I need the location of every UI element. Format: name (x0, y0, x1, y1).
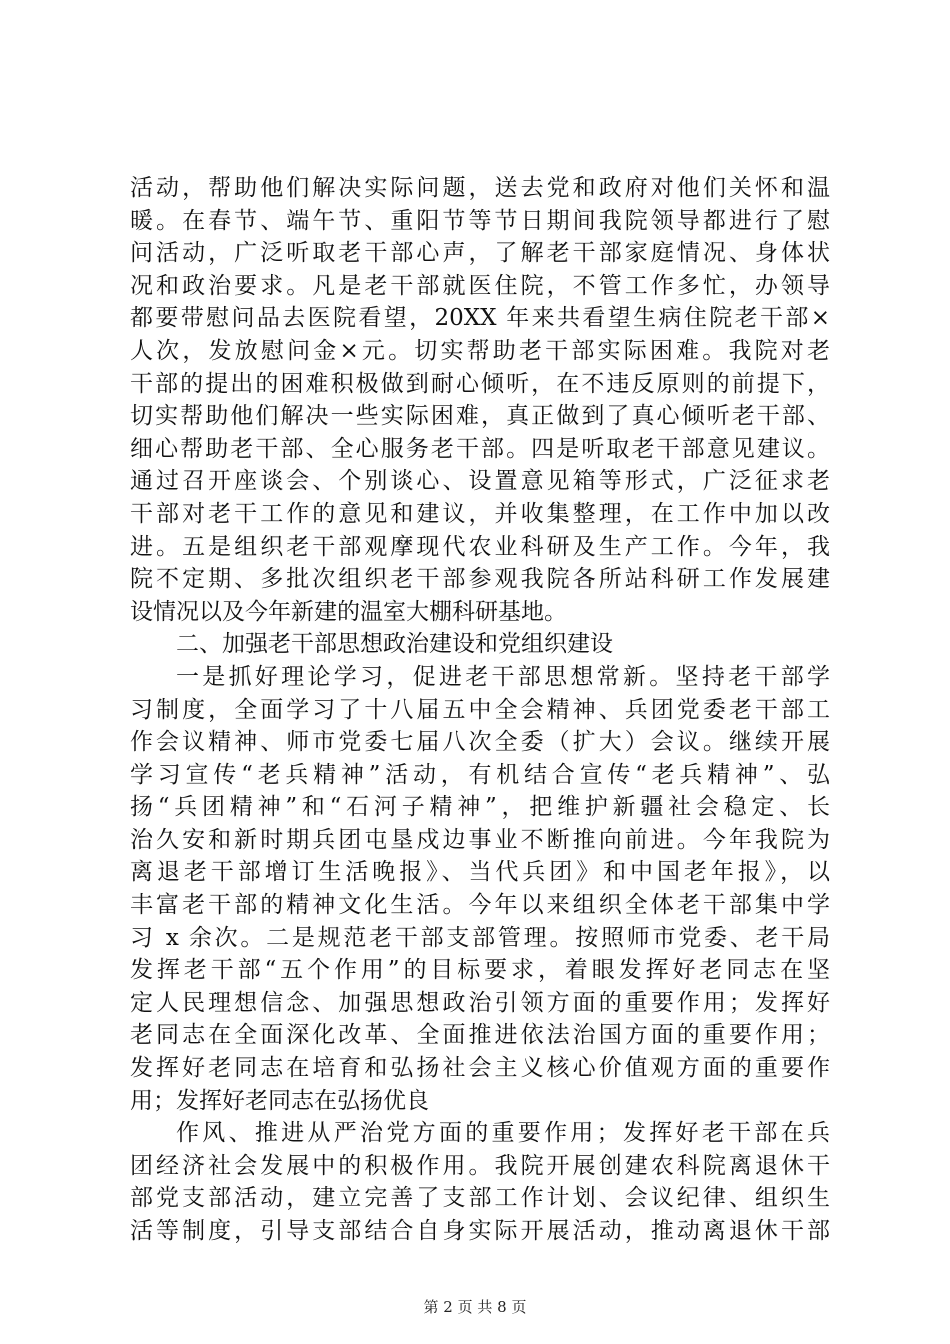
text-line: 细心帮助老干部、全心服务老干部。四是听取老干部意见建议。 (130, 435, 830, 462)
text-line: 切实帮助他们解决一些实际困难，真正做到了真心倾听老干部、 (130, 403, 830, 430)
text-line: 习制度，全面学习了十八届五中全会精神、兵团党委老干部工 (130, 696, 830, 723)
text-line: 扬“兵团精神”和“石河子精神”，把维护新疆社会稳定、长 (130, 794, 830, 821)
text-line: 二、加强老干部思想政治建设和党组织建设 (176, 631, 613, 658)
text-line: 作风、推进从严治党方面的重要作用；发挥好老干部在兵 (176, 1120, 830, 1147)
text-line: 丰富老干部的精神文化生活。今年以来组织全体老干部集中学 (130, 892, 830, 919)
body-text (130, 172, 830, 1248)
text-line: 人次，发放慰问金×元。切实帮助老干部实际困难。我院对老 (130, 337, 830, 364)
text-line: 发挥好老同志在培育和弘扬社会主义核心价值观方面的重要作 (130, 1055, 830, 1082)
text-line: 况和政治要求。凡是老干部就医住院，不管工作多忙，办领导 (130, 272, 830, 299)
text-line: 习 x 余次。二是规范老干部支部管理。按照师市党委、老干局 (130, 924, 830, 951)
text-line: 学习宣传“老兵精神”活动，有机结合宣传“老兵精神”、弘 (130, 761, 830, 788)
page-number-footer: 第 2 页 共 8 页 (423, 1298, 527, 1316)
text-line: 活动，帮助他们解决实际问题，送去党和政府对他们关怀和温 (130, 175, 830, 201)
text-line: 定人民理想信念、加强思想政治引领方面的重要作用；发挥好 (130, 989, 830, 1016)
text-line: 部党支部活动，建立完善了支部工作计划、会议纪律、组织生 (130, 1185, 830, 1212)
text-line: 暖。在春节、端午节、重阳节等节日期间我院领导都进行了慰 (130, 207, 830, 234)
text-line: 干部对老干工作的意见和建议，并收集整理，在工作中加以改 (130, 500, 830, 527)
text-line: 设情况以及今年新建的温室大棚科研基地。 (130, 598, 567, 625)
text-line: 用；发挥好老同志在弘扬优良 (130, 1087, 429, 1114)
text-line: 作会议精神、师市党委七届八次全委（扩大）会议。继续开展 (130, 729, 830, 756)
text-line: 都要带慰问品去医院看望，20XX 年来共看望生病住院老干部× (130, 305, 830, 332)
text-line: 发挥老干部“五个作用”的目标要求，着眼发挥好老同志在坚 (130, 957, 830, 984)
text-line: 院不定期、多批次组织老干部参观我院各所站科研工作发展建 (130, 566, 830, 593)
text-line: 进。五是组织老干部观摩现代农业科研及生产工作。今年，我 (130, 533, 830, 560)
text-line: 干部的提出的困难积极做到耐心倾听，在不违反原则的前提下， (130, 370, 830, 397)
text-line: 问活动，广泛听取老干部心声，了解老干部家庭情况、身体状 (130, 240, 830, 267)
text-line: 活等制度，引导支部结合自身实际开展活动，推动离退休干部 (130, 1218, 830, 1244)
text-line: 老同志在全面深化改革、全面推进依法治国方面的重要作用； (130, 1022, 830, 1049)
text-line: 一是抓好理论学习，促进老干部思想常新。坚持老干部学 (176, 663, 830, 690)
text-line: 离退老干部增订生活晚报》、当代兵团》和中国老年报》，以 (130, 859, 830, 886)
text-line: 治久安和新时期兵团屯垦戍边事业不断推向前进。今年我院为 (130, 826, 830, 853)
text-line: 通过召开座谈会、个别谈心、设置意见箱等形式，广泛征求老 (130, 468, 830, 495)
text-line: 团经济社会发展中的积极作用。我院开展创建农科院离退休干 (130, 1152, 830, 1179)
